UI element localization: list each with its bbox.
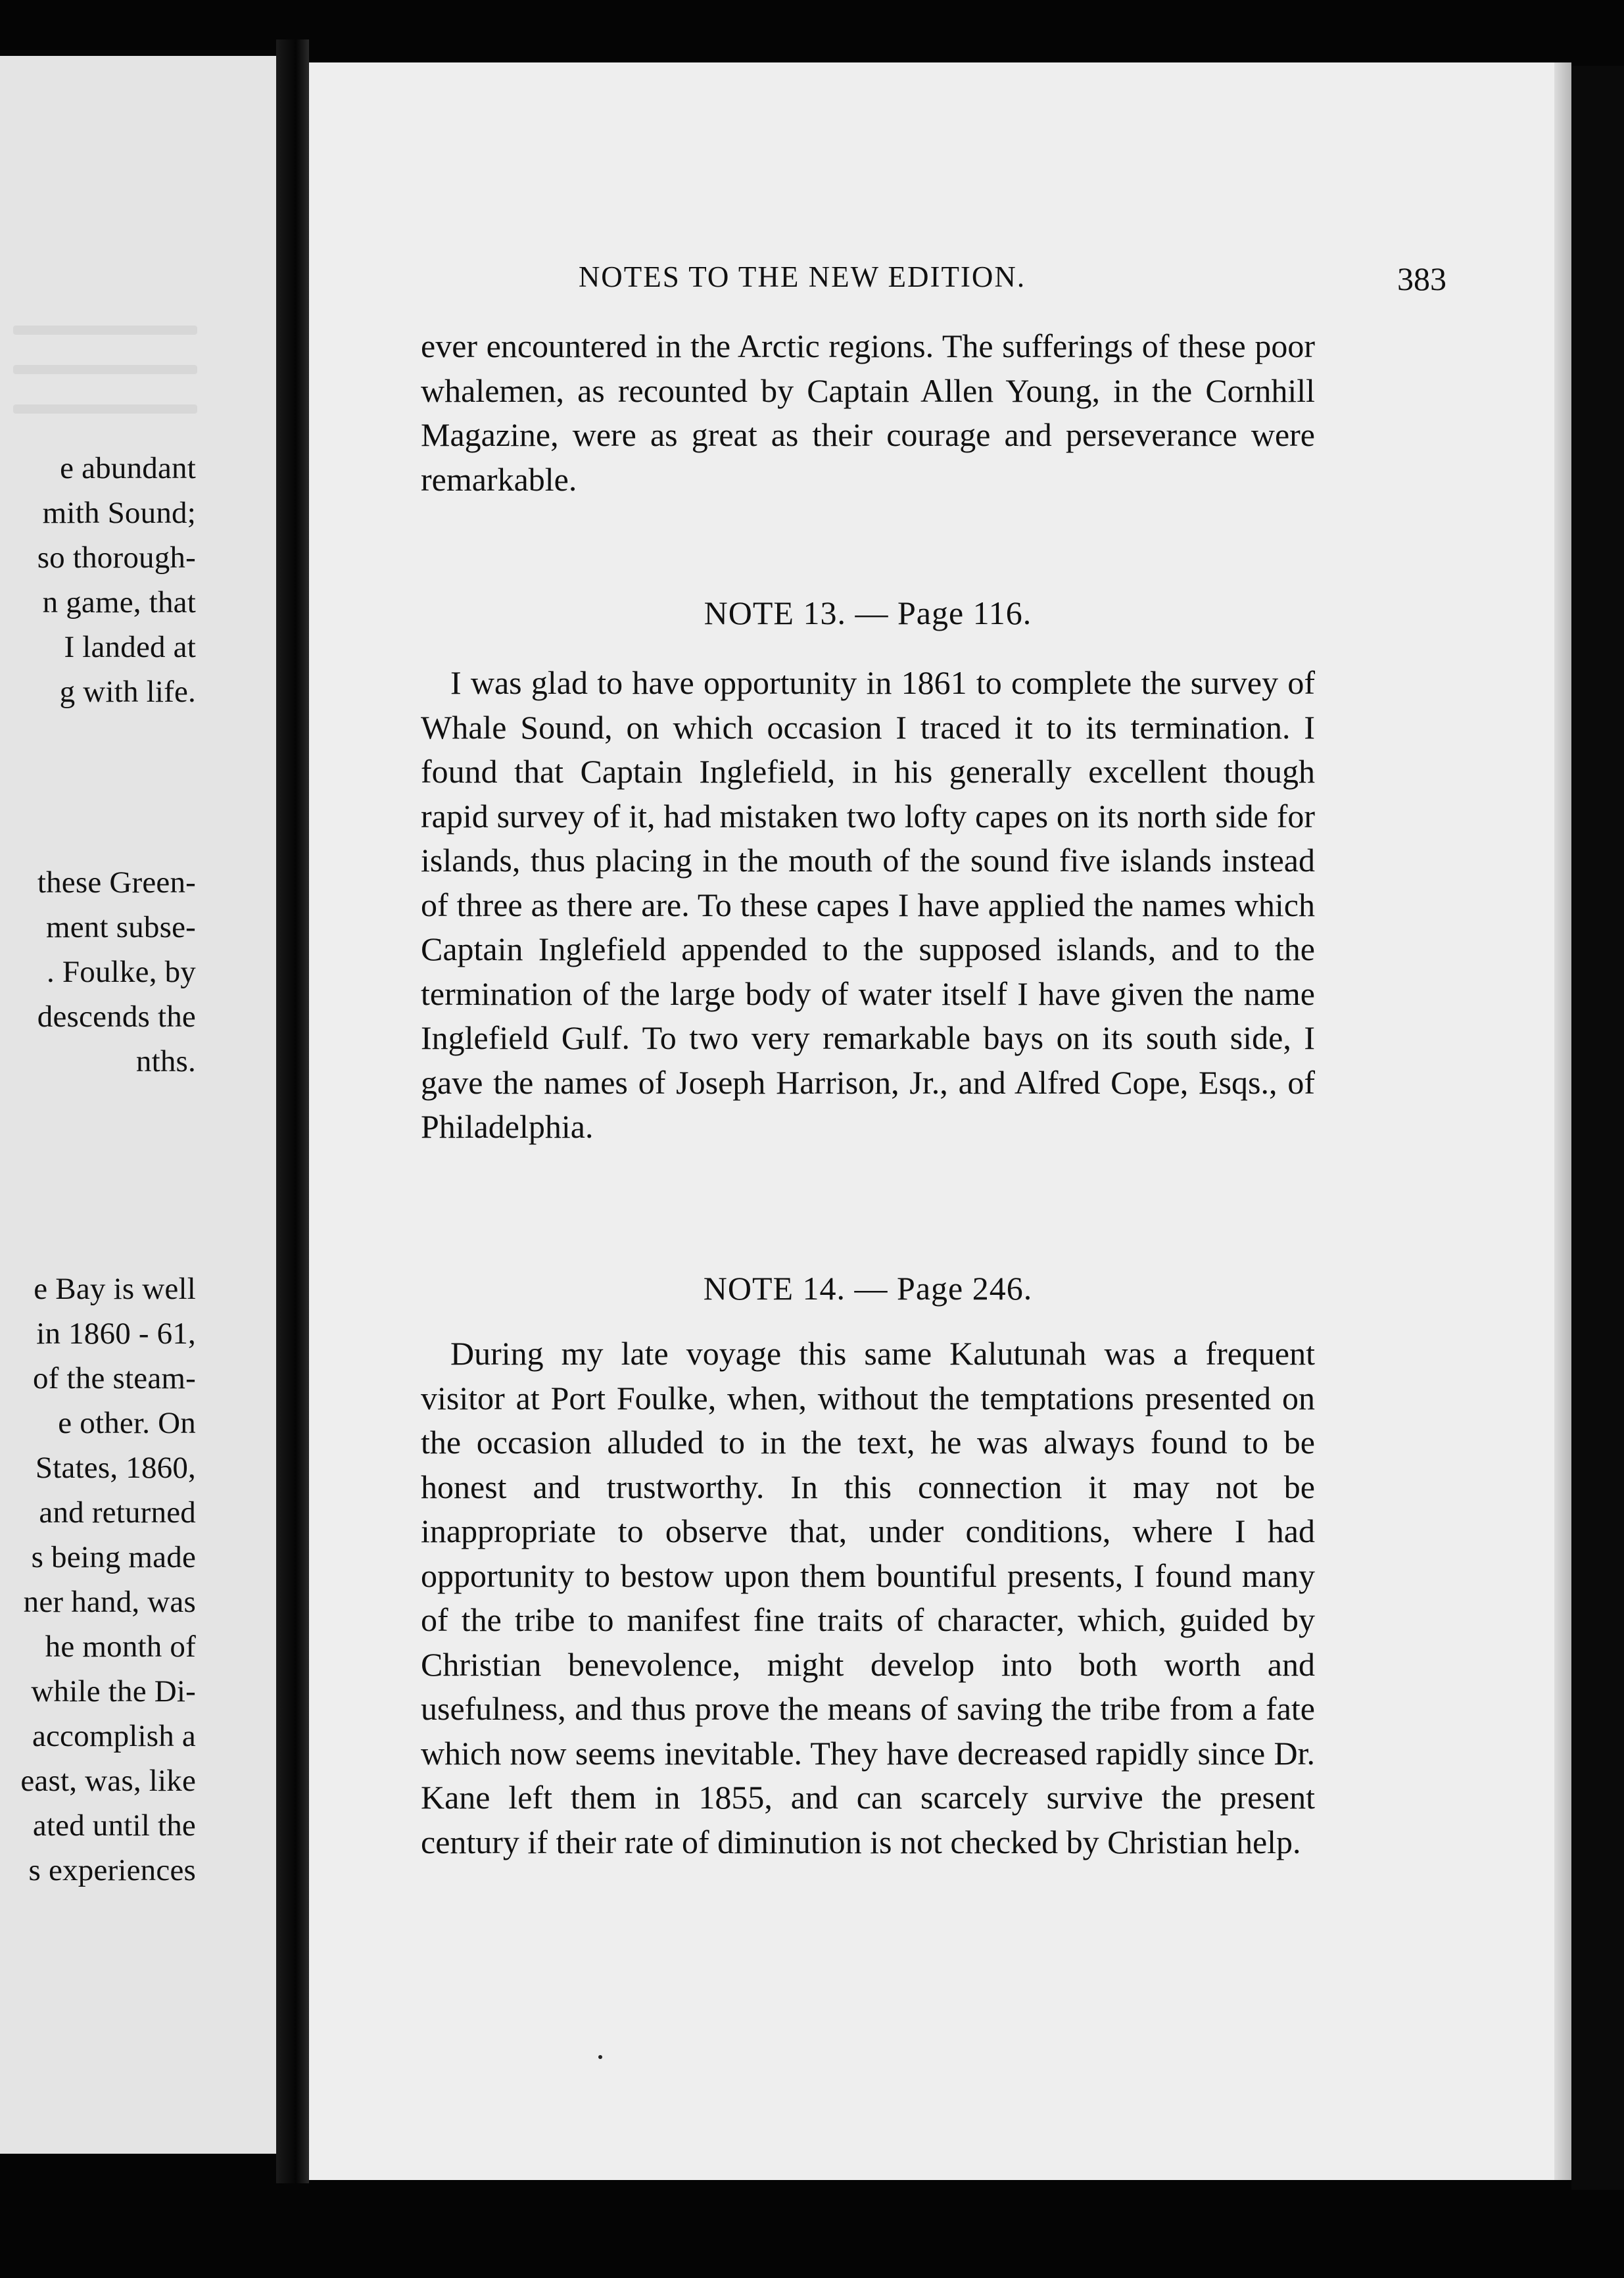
facing-line: of the steam-: [33, 1361, 196, 1395]
paragraph-text: During my late voyage this same Kalutunah was a frequent visitor at Port Foulke, when, without the temptations presented on the occasion alluded to in the text, he was always found to be honest and trustworthy. In this connection it may not be inappropriate to observe that, under conditions, where I had opportunity to bestow upon them bountiful presents, I found many of the tribe to manifest fine traits of character, which, guided by Christian benevolence, might develop into both worth and usefulness, and thus prove the means of saving the tribe from a fate which now seems inevitable. They have decreased rapidly since Dr. Kane left them in 1855, and can scarcely survive the present century if their rate of diminution is not checked by Christian help.: [421, 1335, 1315, 1860]
facing-line: e abundant: [60, 451, 196, 485]
paragraph-text: ever encountered in the Arctic regions. The sufferings of these poor whalemen, as recounted by Captain Allen Young, in the Cornhill Magazine, were as great as their courage and perseverance were remarkable.: [421, 327, 1315, 498]
facing-line: ment subse-: [45, 910, 196, 944]
facing-line: e other. On: [58, 1406, 196, 1440]
facing-line: s experiences: [28, 1853, 196, 1887]
facing-page: [0, 56, 276, 2154]
scan-border: [1571, 66, 1624, 2190]
note-14-heading: NOTE 14. — Page 246.: [703, 1270, 1033, 1307]
bleed-through-text: [13, 326, 197, 335]
facing-line: while the Di-: [31, 1674, 196, 1708]
facing-line: s being made: [31, 1540, 196, 1574]
paragraph-text: I was glad to have opportunity in 1861 to complete the survey of Whale Sound, on which occasion I traced it to its termination. I found that Captain Inglefield, in his generally excellent though rapid survey of it, had mistaken two lofty capes on its north side for islands, thus placing in the mouth of the sound five islands instead of three as there are. To these capes I have applied the names which Captain Inglefield appended to the supposed islands, and to the termination of the large body of water itself I have given the name Inglefield Gulf. To two very remarkable bays on its south side, I gave the names of Joseph Harrison, Jr., and Alfred Cope, Esqs., of Philadelphia.: [421, 664, 1315, 1145]
facing-line: ner hand, was: [23, 1585, 196, 1619]
running-head: [421, 260, 1446, 306]
running-title: NOTES TO THE NEW EDITION.: [578, 260, 1026, 293]
facing-line: mith Sound;: [42, 496, 196, 530]
facing-line: n game, that: [42, 585, 196, 619]
facing-line: these Green-: [37, 865, 196, 900]
page-number: 383: [1397, 260, 1446, 297]
bleed-through-text: [13, 365, 197, 374]
note-13-body: [421, 661, 1315, 1150]
note-14-body: [421, 1332, 1315, 1864]
bleed-through-text: [13, 404, 197, 414]
facing-line: g with life.: [59, 675, 196, 709]
facing-line: and returned: [39, 1495, 196, 1530]
facing-line: accomplish a: [32, 1719, 196, 1753]
facing-line: descends the: [37, 1000, 196, 1034]
facing-line: he month of: [45, 1630, 196, 1664]
paper-speck: [598, 2055, 602, 2059]
facing-line: so thorough-: [37, 541, 196, 575]
facing-line: east, was, like: [20, 1764, 196, 1798]
facing-line: e Bay is well: [34, 1272, 196, 1306]
facing-line: in 1860 - 61,: [36, 1317, 196, 1351]
facing-line: States, 1860,: [35, 1451, 196, 1485]
note-13-heading: NOTE 13. — Page 116.: [704, 594, 1032, 631]
facing-line: . Foulke, by: [47, 955, 196, 989]
page-edge: [1554, 62, 1571, 2180]
facing-line: I landed at: [64, 630, 196, 664]
facing-line: nths.: [135, 1044, 196, 1078]
continued-paragraph: [421, 324, 1315, 502]
book-gutter: [276, 39, 309, 2183]
facing-line: ated until the: [32, 1808, 196, 1843]
main-page: [309, 62, 1571, 2180]
